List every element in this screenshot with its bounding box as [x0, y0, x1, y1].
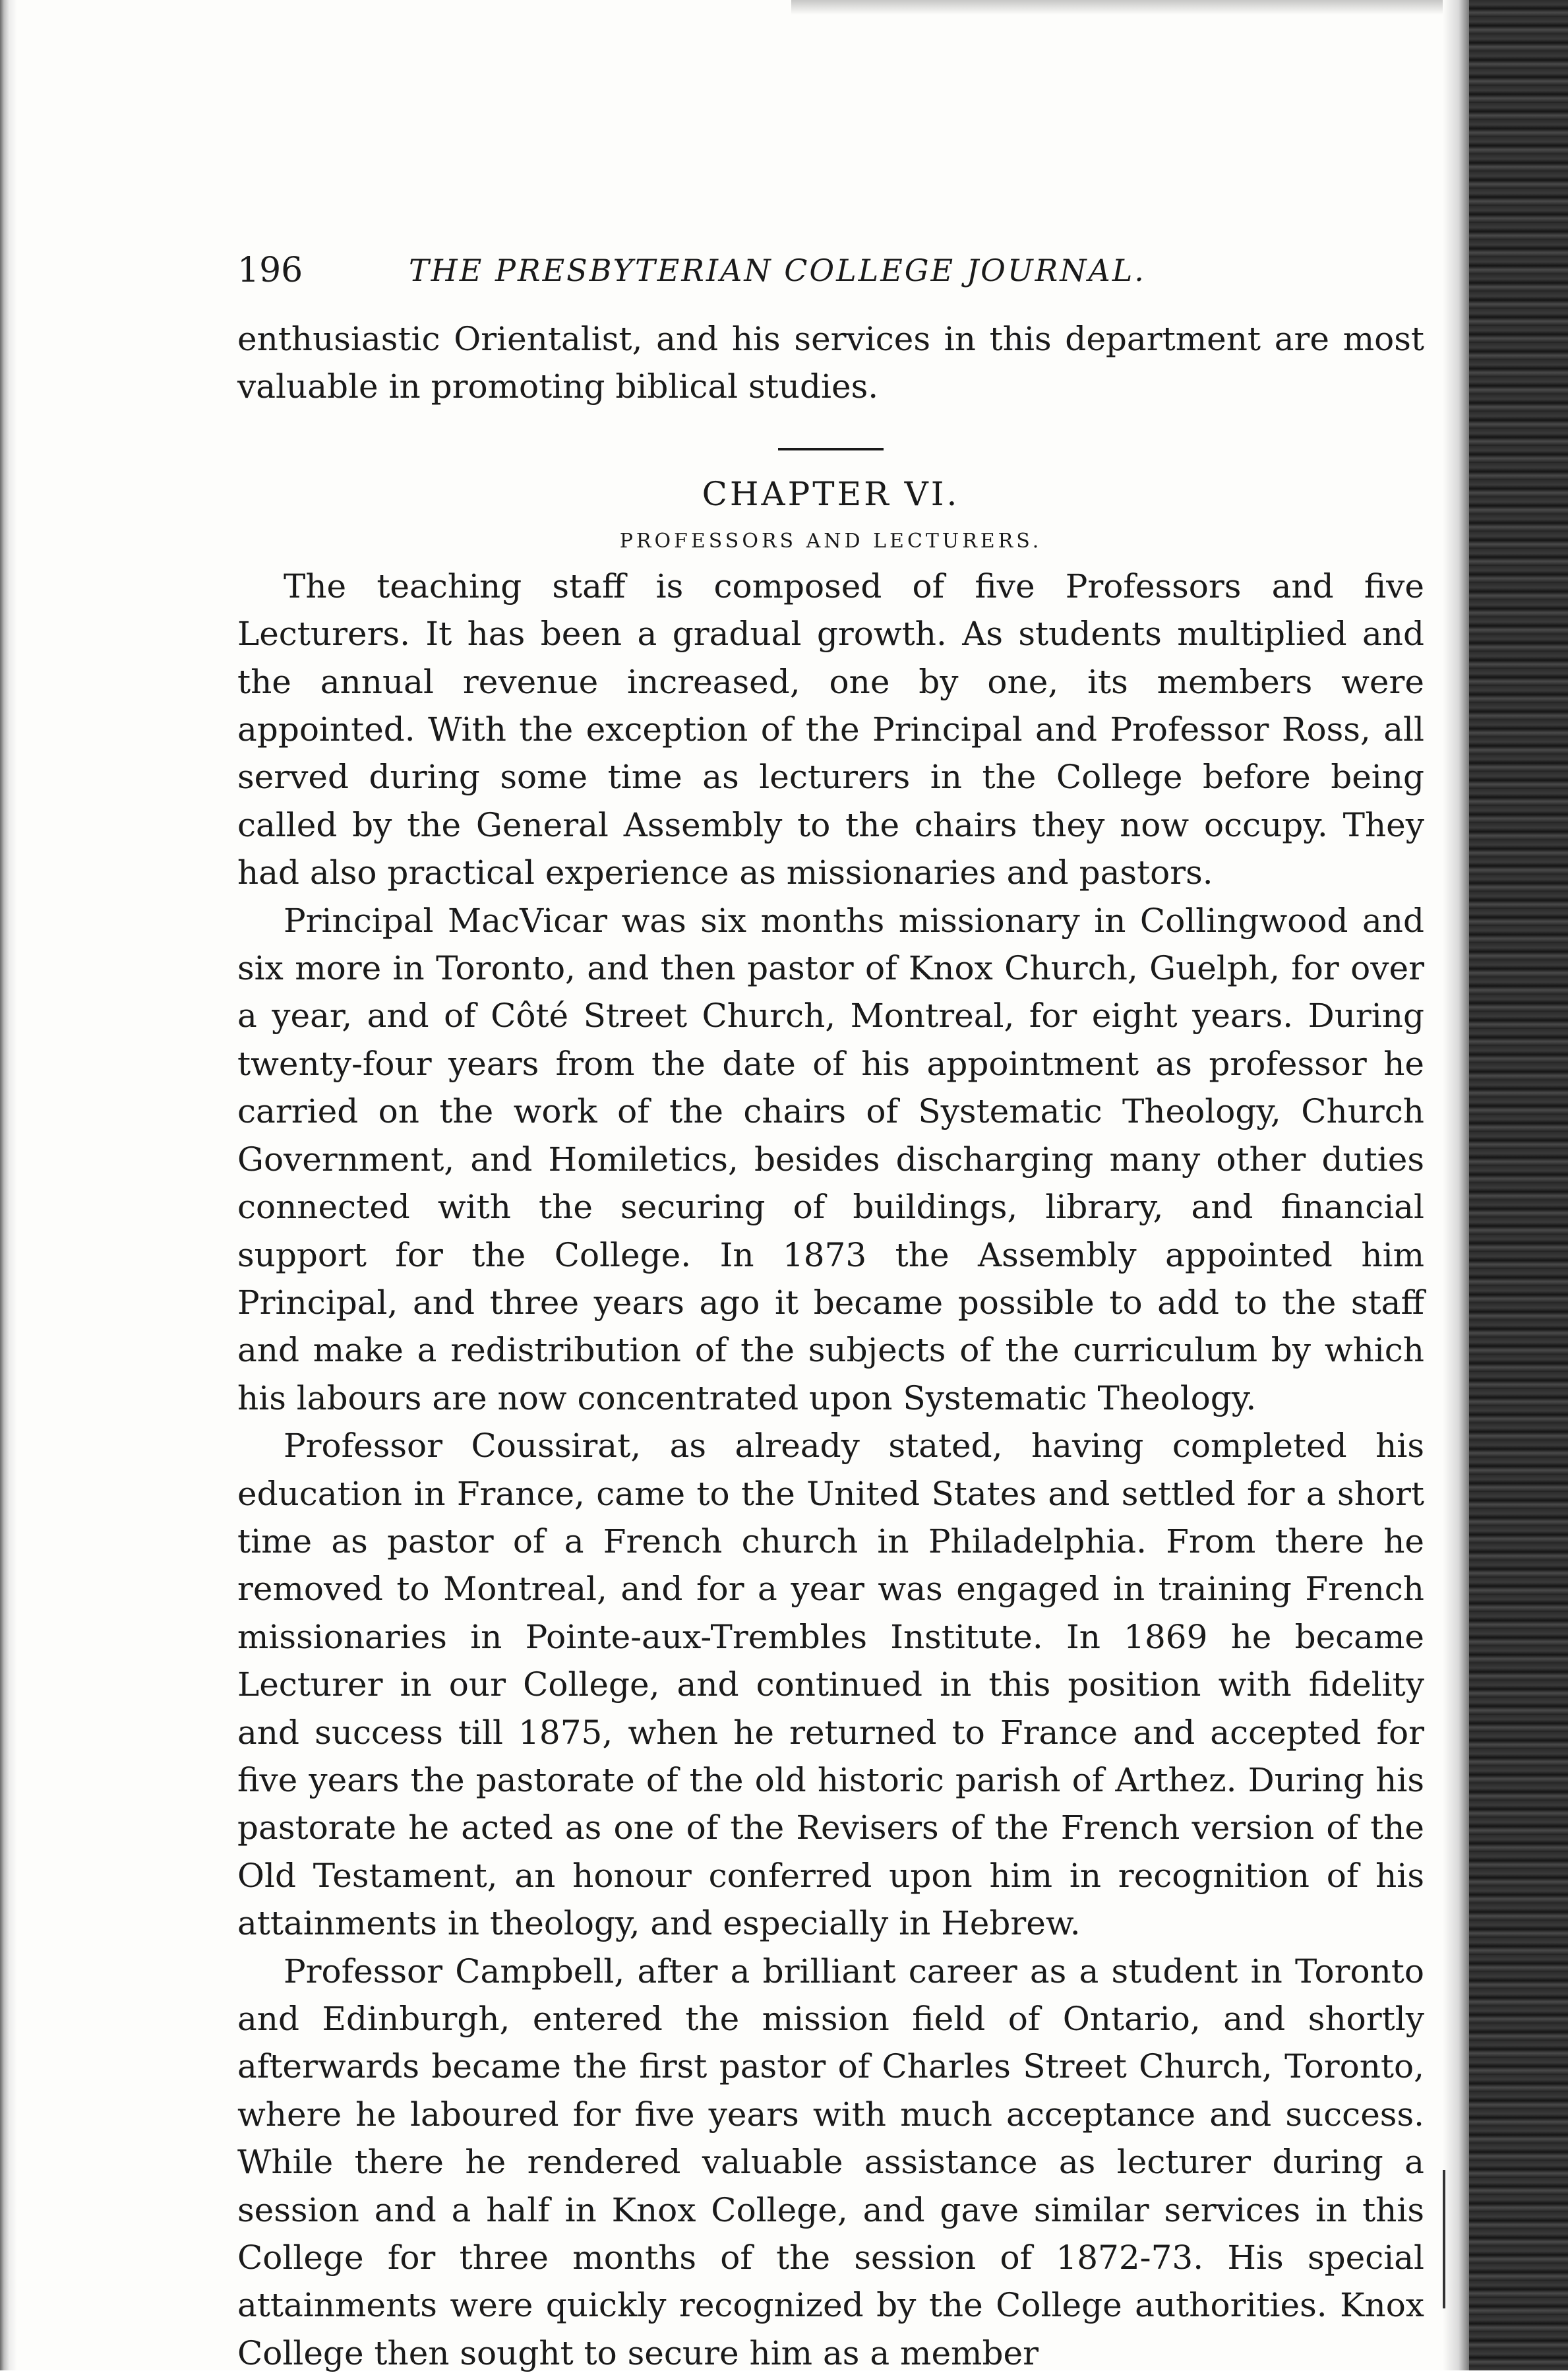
right-edge-shadow — [1443, 0, 1469, 2370]
margin-mark — [1443, 2170, 1445, 2308]
paragraph: Principal MacVicar was six months missionary in Collingwood and six more in Toronto, and then pastor of Knox Church, Guelph, for over a year, and of Côté Street Church, Montreal, for eight years. During twenty-four years from the date of his appointment as professor he carried on the work of the chairs of Systematic Theology, Church Government, and Homiletics, besides discharging many other duties connected with the securing of buildings, library, and financial support for the College. In 1873 the Assembly appointed him Principal, and three years ago it became possible to add to the staff and make a redistribution of the subjects of the curriculum by which his labours are now concentrated upon Systematic Theology. — [237, 901, 1424, 1417]
scan-smudge — [791, 0, 1470, 15]
page-number: 196 — [237, 251, 303, 290]
section-divider — [778, 448, 884, 450]
paragraph: Professor Coussirat, as already stated, having completed his education in France, came to the United States and settled for a short time as pastor of a French church in Philadelphia. From there he removed to Montreal, and for a year was engaged in training French missionaries in Pointe-aux-Trembles Institute. In 1869 he became Lecturer in our College, and continued in this position with fidelity and success till 1875, when he returned to France and accepted for five years the pastorate of the old historic parish of Arthez. During his pastorate he acted as one of the Revisers of the French version of the Old Testament, an honour conferred upon him in recognition of his attainments in theology, and especially in Hebrew. — [237, 1427, 1424, 1943]
paragraph: Professor Campbell, after a brilliant career as a student in Toronto and Edinburgh, entered the mission field of Ontario, and shortly afterwards became the first pastor of Charles Street Church, Toronto, where he laboured for five years with much acceptance and success. While there he rendered valuable assistance as lecturer during a session and a half in Knox College, and gave similar services in this College for three months of the session of 1872-73. His special attainments were quickly recognized by the College authorities. Knox College then sought to secure him as a member — [237, 1952, 1424, 2372]
body-text — [237, 315, 1424, 2377]
running-title: THE PRESBYTERIAN COLLEGE JOURNAL. — [409, 253, 1146, 288]
chapter-subtitle: PROFESSORS AND LECTURERS. — [619, 529, 1042, 553]
right-scan-edge — [1469, 0, 1568, 2370]
left-binding-edge — [0, 0, 17, 2370]
page-header — [237, 244, 1431, 297]
chapter-title: CHAPTER VI. — [702, 474, 960, 513]
opening-paragraph: enthusiastic Orientalist, and his services in this department are most valuable in promoting biblical studies. — [237, 320, 1424, 406]
paragraph: The teaching staff is composed of five Professors and five Lecturers. It has been a gradual growth. As students multiplied and the annual revenue increased, one by one, its members were appointed. With the exception of the Principal and Professor Ross, all served during some time as lecturers in the College before being called by the General Assembly to the chairs they now occupy. They had also practical experience as missionaries and pastors. — [237, 567, 1424, 892]
